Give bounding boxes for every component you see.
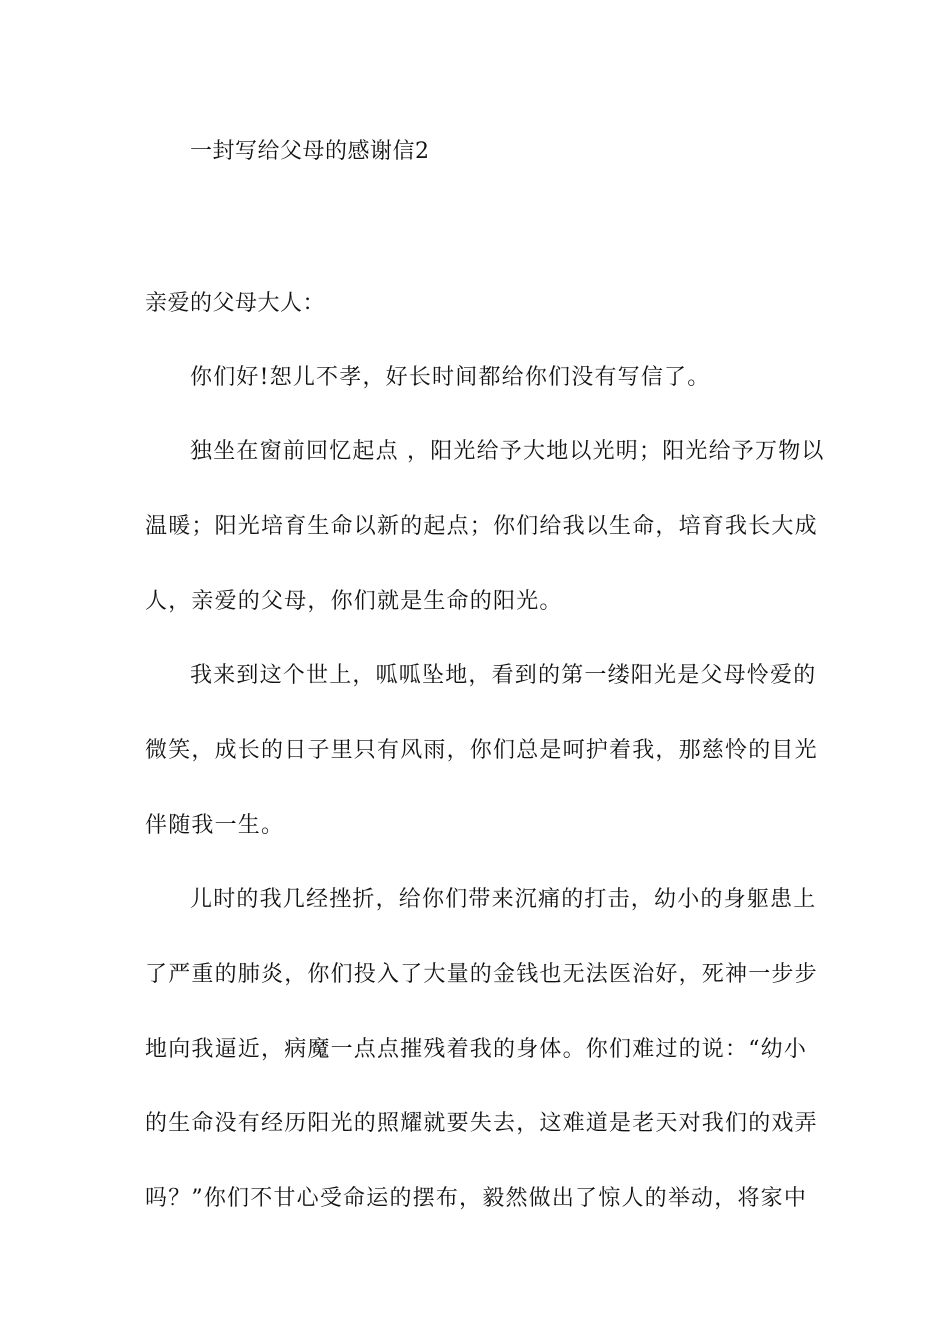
paragraph-4-line-4: 的生命没有经历阳光的照耀就要失去，这难道是老天对我们的戏弄 <box>145 1111 818 1136</box>
paragraph-3-line-1: 我来到这个世上，呱呱坠地，看到的第一缕阳光是父母怜爱的 <box>190 663 817 688</box>
letter-salutation: 亲爱的父母大人： <box>145 291 326 316</box>
paragraph-1-line-1: 你们好!恕儿不孝，好长时间都给你们没有写信了。 <box>190 365 711 390</box>
paragraph-4-line-5: 吗？”你们不甘心受命运的摆布，毅然做出了惊人的举动，将家中 <box>145 1186 808 1211</box>
paragraph-2-line-3: 人，亲爱的父母，你们就是生命的阳光。 <box>145 589 563 614</box>
paragraph-2-line-1: 独坐在窗前回忆起点 ，阳光给予大地以光明；阳光给予万物以 <box>190 439 825 464</box>
paragraph-3-line-2: 微笑，成长的日子里只有风雨，你们总是呵护着我，那慈怜的目光 <box>145 738 818 763</box>
paragraph-4-line-2: 了严重的肺炎，你们投入了大量的金钱也无法医治好，死神一步步 <box>145 962 818 987</box>
paragraph-2-line-2: 温暖；阳光培育生命以新的起点；你们给我以生命，培育我长大成 <box>145 514 818 539</box>
paragraph-3-line-3: 伴随我一生。 <box>145 813 285 838</box>
paragraph-4-line-3: 地向我逼近，病魔一点点摧残着我的身体。你们难过的说：“幼小 <box>145 1037 808 1062</box>
paragraph-4-line-1: 儿时的我几经挫折，给你们带来沉痛的打击，幼小的身躯患上 <box>190 887 817 912</box>
letter-title: 一封写给父母的感谢信2 <box>190 139 430 164</box>
